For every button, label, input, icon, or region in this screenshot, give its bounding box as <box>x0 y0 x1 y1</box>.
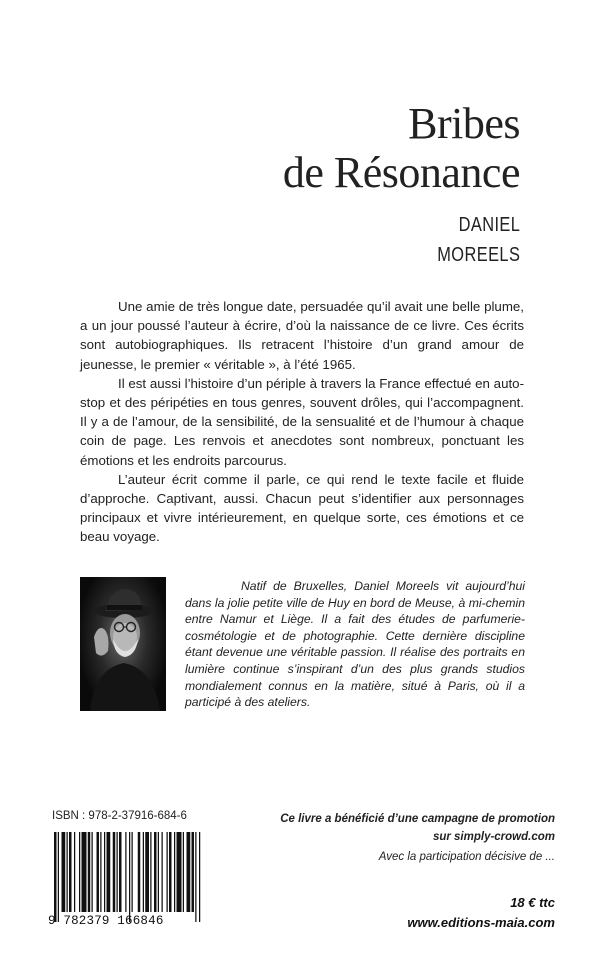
book-blurb <box>80 297 524 547</box>
barcode-digits: 9 782379 166846 <box>48 914 164 928</box>
price-block <box>407 893 555 933</box>
barcode-bar <box>97 832 100 912</box>
barcode-bar <box>92 832 93 912</box>
barcode-bar <box>183 832 184 912</box>
barcode-bar <box>167 832 168 912</box>
barcode-bar <box>192 832 195 912</box>
price-label: 18 € ttc <box>510 895 555 910</box>
promo-notice <box>280 810 555 846</box>
barcode-bar <box>129 832 130 922</box>
author-name <box>437 210 520 270</box>
author-bio <box>185 578 525 711</box>
barcode-bar <box>177 832 182 912</box>
barcode-bar <box>145 832 149 912</box>
barcode-bar <box>58 832 59 922</box>
barcode-bar <box>107 832 111 912</box>
barcode-bar <box>74 832 75 912</box>
publisher-website: www.editions-maia.com <box>407 915 555 930</box>
barcode-bar <box>119 832 122 912</box>
barcode-bar <box>113 832 116 912</box>
barcode-bar <box>195 832 196 922</box>
promo-line-1: Ce livre a bénéficié d’une campagne de promotion <box>280 813 555 825</box>
barcode-bar <box>104 832 105 912</box>
isbn-label: ISBN : 978-2-37916-684-6 <box>52 810 187 822</box>
barcode-bar <box>100 832 101 912</box>
blurb-paragraph: Une amie de très longue date, persuadée qu’il avait une belle plume, a un jour poussé l’auteur à écrire, d’où la naissance de ce livre. Ces écrits sont autobiographiques. Ils retracent l’histoire d’un grand amour de jeunesse, le premier « véritable », à l’été 1965. <box>80 299 524 372</box>
barcode-bar <box>174 832 175 912</box>
barcode-bar <box>125 832 126 912</box>
book-title <box>283 100 520 198</box>
barcode-bar <box>88 832 91 912</box>
barcode-bar <box>82 832 87 912</box>
barcode-bar <box>69 832 72 912</box>
barcode-bar <box>187 832 191 912</box>
barcode-bar <box>67 832 68 912</box>
barcode-bar <box>169 832 172 912</box>
barcode-bar <box>158 832 159 912</box>
bio-paragraph: Natif de Bruxelles, Daniel Moreels vit aujourd’hui dans la jolie petite ville de Huy en bord de Meuse, à mi-chemin entre Namur et Liège. Il a fait des études de parfumerie-cosmétologie et de photographie. Cette dernière discipline étant devenue une véritable passion. Il réalise des portraits en lumière continue s’inspirant d’un des plus grands studios mondialement connus en la matière, situé à Paris, où il a participé à des ateliers. <box>185 579 525 710</box>
barcode-bar <box>62 832 66 912</box>
barcode-bar <box>162 832 163 912</box>
barcode-bar <box>132 832 133 912</box>
barcode-bar <box>79 832 80 912</box>
barcode-bar <box>143 832 144 912</box>
title-line-2: de Résonance <box>282 148 520 197</box>
barcode-bar <box>150 832 151 912</box>
author-first-name: DANIEL <box>458 214 520 236</box>
barcode-bar <box>54 832 57 922</box>
barcode-bar <box>138 832 141 912</box>
promo-line-2: sur simply-crowd.com <box>432 831 555 843</box>
blurb-paragraph: L’auteur écrit comme il parle, ce qui rend le texte facile et fluide d’approche. Captivant, aussi. Chacun peut s’identifier aux personnages principaux et vivre intérieurement, en quelque sorte, ces émotions et ce beau voyage. <box>80 471 524 545</box>
barcode-bar <box>117 832 118 912</box>
title-line-1: Bribes <box>408 99 520 148</box>
participation-note: Avec la participation décisive de ... <box>378 851 555 863</box>
barcode-bar <box>199 832 200 922</box>
author-last-name: MOREELS <box>436 244 520 266</box>
barcode-bar <box>154 832 157 912</box>
blurb-paragraph: Il est aussi l’histoire d’un périple à travers la France effectué en auto-stop et des péripéties en tous genres, souvent drôles, qui l’accompagnent. Il y a de l’amour, de la sensibilité, de la sensualité et de l’humour à chaque coin de page. Les renvois et anecdotes sont nombreux, ponctuant les émotions et les endroits parcourus. <box>80 375 524 468</box>
author-photo <box>80 577 166 711</box>
